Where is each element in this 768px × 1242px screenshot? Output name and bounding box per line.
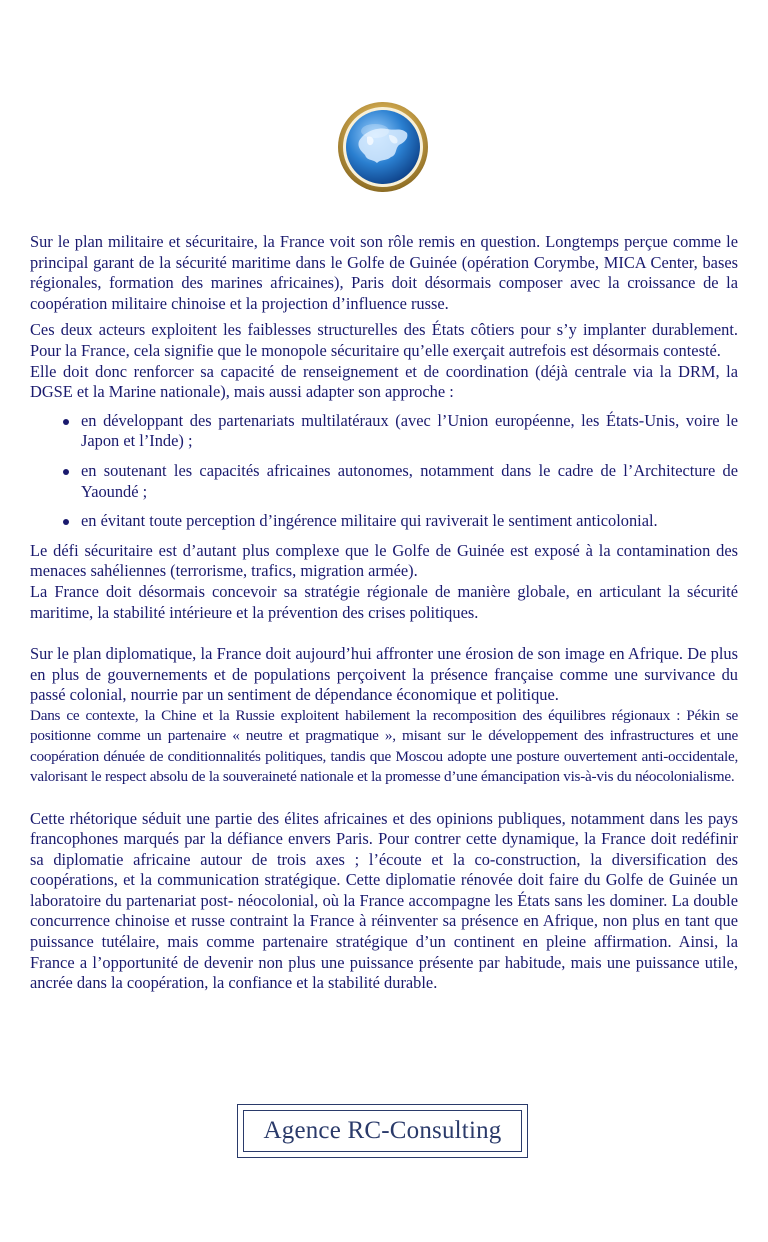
list-item: en évitant toute perception d’ingérence militaire qui raviverait le sentiment anticolonial. xyxy=(81,511,738,532)
paragraph: Le défi sécuritaire est d’autant plus complexe que le Golfe de Guinée est exposé à la contamination des menaces sahéliennes (terrorisme, trafics, migration armée). xyxy=(30,540,738,581)
agency-footer-inner-frame xyxy=(243,1110,522,1152)
document-body xyxy=(30,232,738,994)
paragraph: La France doit désormais concevoir sa stratégie régionale de manière globale, en articulant la sécurité maritime, la stabilité intérieure et la prévention des crises politiques. xyxy=(30,581,738,622)
bullet-list xyxy=(30,411,738,532)
agency-footer-frame xyxy=(237,1104,528,1158)
paragraph: Ces deux acteurs exploitent les faiblesses structurelles des États côtiers pour s’y implanter durablement. Pour la France, cela signifie que le monopole sécuritaire qu’elle exerçait autrefois est désormais contesté. xyxy=(30,320,738,360)
agency-name: Agence RC-Consulting xyxy=(263,1117,502,1144)
europe-globe-emblem-icon xyxy=(337,101,429,193)
paragraph: Dans ce contexte, la Chine et la Russie exploitent habilement la recomposition des équilibres régionaux : Pékin se positionne comme un partenaire « neutre et pragmatique », misant sur le développement des infrastructures et une coopération dénuée de conditionnalités politiques, tandis que Moscou adopte une posture ouvertement anti-occidentale, valorisant le respect absolu de la souveraineté nationale et la promesse d’une émancipation vis-à-vis du néocolonialisme. xyxy=(30,706,738,786)
paragraph: Sur le plan diplomatique, la France doit aujourd’hui affronter une érosion de son image en Afrique. De plus en plus de gouvernements et de populations perçoivent la présence française comme une survivance du passé colonial, nourrie par un sentiment de dépendance économique et politique. xyxy=(30,644,738,705)
paragraph: Cette rhétorique séduit une partie des élites africaines et des opinions publiques, notamment dans les pays francophones marqués par la défiance envers Paris. Pour contrer cette dynamique, la France doit redéfinir sa diplomatie africaine autour de trois axes ; l’écoute et la co-construction, la diversification des coopérations, et la communication stratégique. Cette diplomatie rénovée doit faire du Golfe de Guinée un laboratoire du partenariat post- néocolonial, où la France accompagne les États sans les dominer. La double concurrence chinoise et russe contraint la France à réinventer sa présence en Afrique, non plus en tant que puissance tutélaire, mais comme partenaire stratégique d’un continent en pleine affirmation. Ainsi, la France a l’opportunité de devenir non plus une puissance présente par habitude, mais une puissance utile, ancrée dans la coopération, la confiance et la stabilité durable. xyxy=(30,808,738,993)
list-item: en développant des partenariats multilatéraux (avec l’Union européenne, les États-Unis, voire le Japon et l’Inde) ; xyxy=(81,410,738,451)
list-item: en soutenant les capacités africaines autonomes, notamment dans le cadre de l’Architecture de Yaoundé ; xyxy=(81,460,738,501)
paragraph: Elle doit donc renforcer sa capacité de renseignement et de coordination (déjà centrale via la DRM, la DGSE et la Marine nationale), mais aussi adapter son approche : xyxy=(30,361,738,402)
paragraph: Sur le plan militaire et sécuritaire, la France voit son rôle remis en question. Longtemps perçue comme le principal garant de la sécurité maritime dans le Golfe de Guinée (opération Corymbe, MICA Center, bases régionales, formation des marines africaines), Paris doit désormais composer avec la croissance de la coopération militaire chinoise et la projection d’influence russe. xyxy=(30,232,738,313)
